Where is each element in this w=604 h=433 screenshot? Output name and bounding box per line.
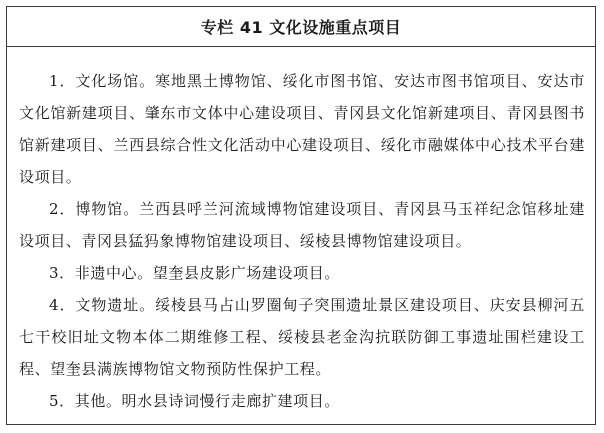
item-museums: 2．博物馆。兰西县呼兰河流域博物馆建设项目、青冈县马玉祥纪念馆移址建设项目、青冈县猛犸象博物馆建设项目、绥棱县博物馆建设项目。	[19, 200, 585, 250]
title-bar	[7, 7, 595, 47]
item-intangible-heritage: 3．非遗中心。望奎县皮影广场建设项目。	[49, 264, 340, 282]
project-list	[7, 47, 595, 417]
item-other: 5．其他。明水县诗词慢行走廊扩建项目。	[49, 392, 340, 410]
item-relic-sites: 4．文物遗址。绥棱县马占山罗圈甸子突围遗址景区建设项目、庆安县柳河五七干校旧址文物本体二期维修工程、绥棱县老金沟抗联防御工事遗址围栏建设工程、望奎县满族博物馆文物预防性保护工程。	[19, 296, 585, 378]
item-cultural-venues: 1．文化场馆。寒地黑土博物馆、绥化市图书馆、安达市图书馆项目、安达市文化馆新建项目、肇东市文体中心建设项目、青冈县文化馆新建项目、青冈县图书馆新建项目、兰西县综合性文化活动中心建设项目、绥化市融媒体中心技术平台建设项目。	[19, 72, 585, 186]
column-title: 专栏 41 文化设施重点项目	[200, 18, 402, 37]
column-box	[6, 6, 596, 425]
